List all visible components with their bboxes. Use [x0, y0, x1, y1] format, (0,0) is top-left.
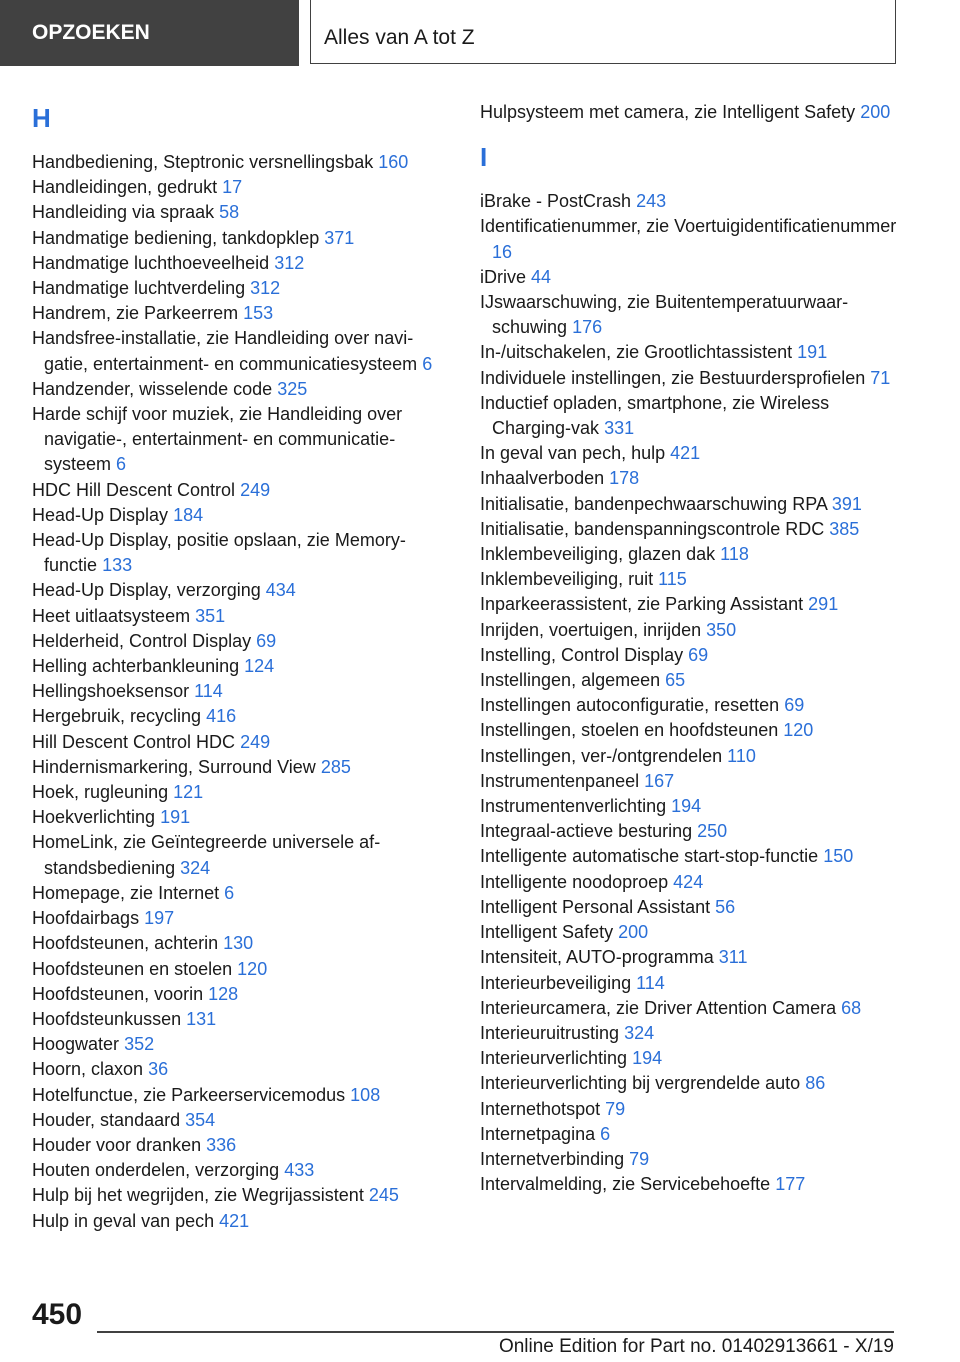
index-entry-text: Inductief opladen, smartphone, zie Wireless Charging-vak: [480, 392, 830, 439]
page-reference-link[interactable]: 285: [320, 756, 351, 777]
page-reference-link[interactable]: 69: [784, 695, 805, 716]
index-entry: [32, 150, 442, 175]
page-reference-link[interactable]: 68: [841, 997, 862, 1018]
index-entry-text: HomeLink, zie Geïntegreerde universele afstandsbediening: [32, 832, 381, 878]
page-reference-link[interactable]: 86: [805, 1073, 826, 1094]
page-reference-link[interactable]: 178: [609, 468, 640, 489]
page-reference-link[interactable]: 160: [378, 152, 409, 172]
page-reference-link[interactable]: 249: [240, 479, 271, 500]
index-entry: [32, 629, 442, 654]
index-column-right: [480, 100, 900, 1197]
index-entry-text: Interieurverlichting: [480, 1048, 628, 1069]
page-reference-link[interactable]: 434: [265, 580, 296, 601]
index-entry: [32, 478, 442, 503]
index-entry-text: Handbediening, Steptronic versnellingsbak: [32, 152, 374, 172]
index-entry-text: Instelling, Control Display: [480, 644, 684, 665]
page-reference-link[interactable]: 120: [237, 958, 268, 979]
index-entry-text: Houder, standaard: [32, 1109, 181, 1130]
index-entry: [480, 340, 900, 365]
page-reference-link[interactable]: 351: [195, 605, 226, 626]
index-entry-text: Heet uitlaatsysteem: [32, 605, 191, 626]
index-entry-text: Hoorn, claxon: [32, 1059, 144, 1080]
index-entry: [480, 668, 900, 693]
index-entry: [480, 870, 900, 895]
index-entry-text: Hulp bij het wegrijden, zie Wegrijassistent: [32, 1185, 364, 1206]
index-entry-text: Handmatige bediening, tankdopklep: [32, 227, 320, 248]
index-entry-text: Initialisatie, bandenspanningscontrole RDC: [480, 518, 825, 539]
page-number: 450: [32, 1298, 83, 1331]
page-reference-link[interactable]: 130: [223, 933, 254, 954]
page-reference-link[interactable]: 108: [350, 1084, 381, 1105]
index-entry: [32, 957, 442, 982]
page-reference-link[interactable]: 44: [531, 266, 552, 287]
index-entry: [480, 492, 900, 517]
index-entry: [32, 528, 442, 578]
page-reference-link[interactable]: 184: [173, 504, 204, 525]
page-reference-link[interactable]: 131: [186, 1008, 217, 1029]
page-header: [0, 0, 960, 66]
page-reference-link[interactable]: 197: [144, 908, 175, 929]
index-entry: [32, 1209, 442, 1234]
page-reference-link[interactable]: 114: [194, 681, 223, 702]
index-entry-text: Instrumentenpaneel: [480, 770, 640, 791]
index-entry-text: Head-Up Display, verzorging: [32, 580, 261, 601]
page-reference-link[interactable]: 6: [224, 882, 235, 903]
index-entry: [32, 175, 442, 200]
page-reference-link[interactable]: 69: [256, 630, 277, 651]
page-reference-link[interactable]: 56: [715, 896, 736, 917]
index-entry: [32, 931, 442, 956]
page-reference-link[interactable]: 128: [208, 983, 239, 1004]
page-reference-link[interactable]: 354: [185, 1109, 216, 1130]
index-entry-text: Instellingen autoconfiguratie, resetten: [480, 695, 780, 716]
index-entry: [32, 881, 442, 906]
index-entry-text: Inklembeveiliging, glazen dak: [480, 544, 716, 565]
index-entry-text: Handmatige luchthoeveelheid: [32, 252, 270, 273]
page-reference-link[interactable]: 69: [688, 644, 709, 665]
index-entry-text: Hindernismarkering, Surround View: [32, 756, 316, 777]
index-entry-text: Houder voor dranken: [32, 1134, 202, 1155]
index-entry-text: Instellingen, stoelen en hoofdsteunen: [480, 720, 779, 741]
index-entry: [32, 654, 442, 679]
index-letter-heading: I: [480, 142, 488, 173]
index-entry-text: Hulpsysteem met camera, zie Intelligent Safety: [480, 102, 856, 122]
page-reference-link[interactable]: 324: [180, 857, 211, 878]
index-entry: [480, 441, 900, 466]
page-reference-link[interactable]: 324: [624, 1022, 655, 1043]
page-reference-link[interactable]: 352: [124, 1034, 155, 1055]
page-reference-link[interactable]: 424: [673, 871, 704, 892]
index-entry-text: Handzender, wisselende code: [32, 378, 273, 399]
index-entry-text: Intervalmelding, zie Servicebehoefte: [480, 1174, 771, 1195]
page-reference-link[interactable]: 311: [718, 947, 748, 968]
page-reference-link[interactable]: 6: [116, 454, 127, 475]
index-entry: [480, 366, 900, 391]
index-entry-text: Handrem, zie Parkeerrem: [32, 303, 239, 324]
page-reference-link[interactable]: 124: [244, 656, 275, 677]
index-entry: [32, 982, 442, 1007]
page-reference-link[interactable]: 350: [706, 619, 737, 640]
index-entry: [480, 1071, 900, 1096]
index-entry-list: [32, 150, 442, 1234]
index-entry-list: [480, 100, 900, 125]
index-entry: [480, 1147, 900, 1172]
index-entry-text: HDC Hill Descent Control: [32, 479, 236, 500]
page-reference-link[interactable]: 71: [870, 367, 891, 388]
index-entry-text: iBrake - PostCrash: [480, 191, 632, 212]
edition-footer: Online Edition for Part no. 01402913661 - X/19: [498, 1336, 894, 1357]
index-entry: [480, 895, 900, 920]
index-entry-list: [480, 189, 900, 1197]
index-entry-text: Inhaalverboden: [480, 468, 605, 489]
page-reference-link[interactable]: 312: [274, 252, 305, 273]
page-reference-link[interactable]: 115: [658, 569, 687, 590]
page-reference-link[interactable]: 433: [284, 1160, 315, 1181]
index-entry-text: IJswaarschuwing, zie Buitentemperatuurwaarschuwing: [480, 292, 849, 338]
index-entry-text: Interieurbeveiliging: [480, 972, 632, 993]
index-entry-text: Intelligente noodoproep: [480, 871, 669, 892]
page-reference-link[interactable]: 194: [671, 796, 702, 817]
page-reference-link[interactable]: 194: [632, 1048, 663, 1069]
index-entry-text: Internethotspot: [480, 1098, 601, 1119]
index-entry-text: Hoekverlichting: [32, 807, 156, 828]
page-reference-link[interactable]: 243: [636, 191, 667, 212]
index-entry: [480, 769, 900, 794]
index-entry: [480, 391, 900, 441]
page-reference-link[interactable]: 331: [604, 418, 635, 439]
index-entry-text: Interieurverlichting bij vergrendelde auto: [480, 1073, 801, 1094]
index-entry-text: Instellingen, algemeen: [480, 670, 661, 691]
page-reference-link[interactable]: 79: [629, 1148, 650, 1169]
page-reference-link[interactable]: 371: [324, 227, 355, 248]
page-reference-link[interactable]: 200: [618, 922, 649, 943]
index-entry: [480, 1122, 900, 1147]
index-entry: [480, 643, 900, 668]
index-entry: [480, 1021, 900, 1046]
index-entry: [32, 730, 442, 755]
section-tab[interactable]: OPZOEKEN: [0, 0, 299, 66]
index-entry: [480, 920, 900, 945]
index-entry: [32, 805, 442, 830]
index-entry-text: Head-Up Display, positie opslaan, zie Memoryfunctie: [32, 530, 406, 576]
page-reference-link[interactable]: 114: [636, 972, 665, 993]
index-entry: [480, 517, 900, 542]
page-reference-link[interactable]: 58: [219, 202, 240, 223]
index-entry-text: Individuele instellingen, zie Bestuurdersprofielen: [480, 367, 866, 388]
page-reference-link[interactable]: 200: [860, 102, 891, 122]
index-entry: [480, 100, 900, 125]
page-reference-link[interactable]: 336: [206, 1134, 237, 1155]
page-reference-link[interactable]: 65: [665, 670, 686, 691]
index-entry: [480, 945, 900, 970]
page-reference-link[interactable]: 421: [670, 443, 701, 464]
page-reference-link[interactable]: 118: [720, 544, 749, 565]
index-column-left: [32, 100, 442, 1234]
index-entry: [32, 755, 442, 780]
index-letter-heading: H: [32, 103, 51, 133]
index-entry: [480, 592, 900, 617]
index-entry-text: Handmatige luchtverdeling: [32, 278, 246, 299]
index-entry-text: Interieuruitrusting: [480, 1022, 620, 1043]
index-entry-text: Handleiding via spraak: [32, 202, 215, 223]
index-entry-text: Intelligent Safety: [480, 922, 614, 943]
index-entry-text: Handleidingen, gedrukt: [32, 177, 218, 198]
index-entry-text: Internetpagina: [480, 1123, 596, 1144]
index-entry: [480, 744, 900, 769]
index-entry: [32, 326, 442, 376]
page-reference-link[interactable]: 150: [823, 846, 854, 867]
index-entry: [480, 1097, 900, 1122]
index-entry: [480, 996, 900, 1021]
index-entry: [480, 794, 900, 819]
index-entry: [480, 567, 900, 592]
section-title: Alles van A tot Z: [310, 0, 896, 64]
index-entry: [32, 1057, 442, 1082]
index-entry: [480, 290, 900, 340]
index-entry: [480, 844, 900, 869]
index-entry-text: Hoofdairbags: [32, 908, 140, 929]
index-entry: [480, 542, 900, 567]
page-reference-link[interactable]: 177: [775, 1174, 806, 1195]
index-entry: [480, 1172, 900, 1197]
index-entry: [480, 466, 900, 491]
index-entry-text: Houten onderdelen, verzorging: [32, 1160, 280, 1181]
page-reference-link[interactable]: 121: [173, 782, 204, 803]
page-reference-link[interactable]: 312: [250, 278, 281, 299]
index-entry-text: Homepage, zie Internet: [32, 882, 220, 903]
page-reference-link[interactable]: 6: [422, 353, 433, 374]
index-entry-text: Inklembeveiliging, ruit: [480, 569, 654, 590]
index-entry: [32, 830, 442, 880]
index-entry-text: Hoek, rugleuning: [32, 782, 169, 803]
index-entry: [32, 200, 442, 225]
index-entry: [32, 1183, 442, 1208]
page-reference-link[interactable]: 120: [783, 720, 814, 741]
index-entry: [32, 226, 442, 251]
index-entry-text: Hellingshoeksensor: [32, 681, 190, 702]
index-entry: [32, 1133, 442, 1158]
index-entry: [32, 276, 442, 301]
index-entry: [480, 265, 900, 290]
page-reference-link[interactable]: 416: [206, 706, 237, 727]
page-reference-link[interactable]: 176: [572, 317, 603, 338]
index-entry-text: Instrumentenverlichting: [480, 796, 667, 817]
index-entry: [480, 819, 900, 844]
index-entry-text: Hoogwater: [32, 1034, 120, 1055]
page-reference-link[interactable]: 291: [808, 594, 839, 615]
index-entry-text: Helling achterbankleuning: [32, 656, 240, 677]
index-entry: [32, 402, 442, 478]
index-entry-text: Head-Up Display: [32, 504, 169, 525]
index-entry-text: Intensiteit, AUTO-programma: [480, 947, 714, 968]
page-reference-link[interactable]: 191: [797, 342, 828, 363]
index-entry-text: Handsfree-installatie, zie Handleiding over navigatie, entertainment- en communicatiesysteem: [32, 328, 418, 374]
index-entry-text: Harde schijf voor muziek, zie Handleiding over navigatie-, entertainment- en communicatiesysteem: [32, 404, 403, 475]
page-reference-link[interactable]: 245: [368, 1185, 399, 1206]
page-reference-link[interactable]: 391: [831, 493, 862, 514]
page-reference-link[interactable]: 191: [160, 807, 191, 828]
index-entry: [32, 578, 442, 603]
page-reference-link[interactable]: 250: [697, 821, 728, 842]
index-entry: [32, 1083, 442, 1108]
page-reference-link[interactable]: 153: [243, 303, 274, 324]
page-reference-link[interactable]: 385: [829, 518, 860, 539]
index-entry: [480, 189, 900, 214]
index-entry: [32, 301, 442, 326]
index-entry-text: Inrijden, voertuigen, inrijden: [480, 619, 702, 640]
index-entry-text: Inparkeerassistent, zie Parking Assistant: [480, 594, 804, 615]
page-reference-link[interactable]: 325: [277, 378, 308, 399]
page-reference-link[interactable]: 249: [240, 731, 271, 752]
index-entry: [480, 693, 900, 718]
footer-divider: [97, 1331, 894, 1333]
index-entry-text: Hill Descent Control HDC: [32, 731, 236, 752]
index-entry-text: Intelligente automatische start-stop-functie: [480, 846, 819, 867]
index-entry: [480, 214, 900, 264]
index-entry-text: Identificatienummer, zie Voertuigidentificatienummer: [480, 216, 897, 237]
index-entry-text: In geval van pech, hulp: [480, 443, 666, 464]
index-entry: [32, 1007, 442, 1032]
index-entry-text: Hoofdsteunen, achterin: [32, 933, 219, 954]
index-entry: [480, 971, 900, 996]
index-entry-text: Hoofdsteunen, voorin: [32, 983, 204, 1004]
index-entry: [480, 1046, 900, 1071]
index-entry-text: Hulp in geval van pech: [32, 1210, 215, 1231]
page-reference-link[interactable]: 36: [148, 1059, 169, 1080]
index-entry-text: Helderheid, Control Display: [32, 630, 252, 651]
page-reference-link[interactable]: 6: [600, 1123, 611, 1144]
index-entry: [32, 503, 442, 528]
index-entry: [32, 780, 442, 805]
page-reference-link[interactable]: 79: [605, 1098, 626, 1119]
index-entry-text: Hoofdsteunkussen: [32, 1008, 182, 1029]
index-entry: [32, 377, 442, 402]
index-entry-text: Hoofdsteunen en stoelen: [32, 958, 233, 979]
page-reference-link[interactable]: 110: [727, 745, 756, 766]
index-entry: [32, 704, 442, 729]
index-entry: [32, 1032, 442, 1057]
page-reference-link[interactable]: 17: [222, 177, 243, 198]
index-entry-text: In-/uitschakelen, zie Grootlichtassistent: [480, 342, 793, 363]
index-entry-text: Intelligent Personal Assistant: [480, 896, 711, 917]
index-entry-text: Internetverbinding: [480, 1148, 625, 1169]
index-entry: [32, 679, 442, 704]
page-reference-link[interactable]: 133: [102, 555, 133, 576]
index-entry: [32, 251, 442, 276]
page-reference-link[interactable]: 167: [644, 770, 675, 791]
index-entry-text: Hergebruik, recycling: [32, 706, 202, 727]
index-entry-text: Hotelfunctue, zie Parkeerservicemodus: [32, 1084, 346, 1105]
index-entry-text: Interieurcamera, zie Driver Attention Camera: [480, 997, 837, 1018]
index-entry: [32, 1158, 442, 1183]
index-entry: [32, 906, 442, 931]
index-entry-text: Instellingen, ver-/ontgrendelen: [480, 745, 723, 766]
page-reference-link[interactable]: 16: [492, 241, 513, 262]
page-reference-link[interactable]: 421: [219, 1210, 250, 1231]
index-entry: [480, 718, 900, 743]
index-entry: [480, 618, 900, 643]
index-entry: [32, 604, 442, 629]
index-entry-text: Integraal-actieve besturing: [480, 821, 693, 842]
index-entry-text: Initialisatie, bandenpechwaarschuwing RPA: [480, 493, 827, 514]
index-entry: [32, 1108, 442, 1133]
index-entry-text: iDrive: [480, 266, 527, 287]
